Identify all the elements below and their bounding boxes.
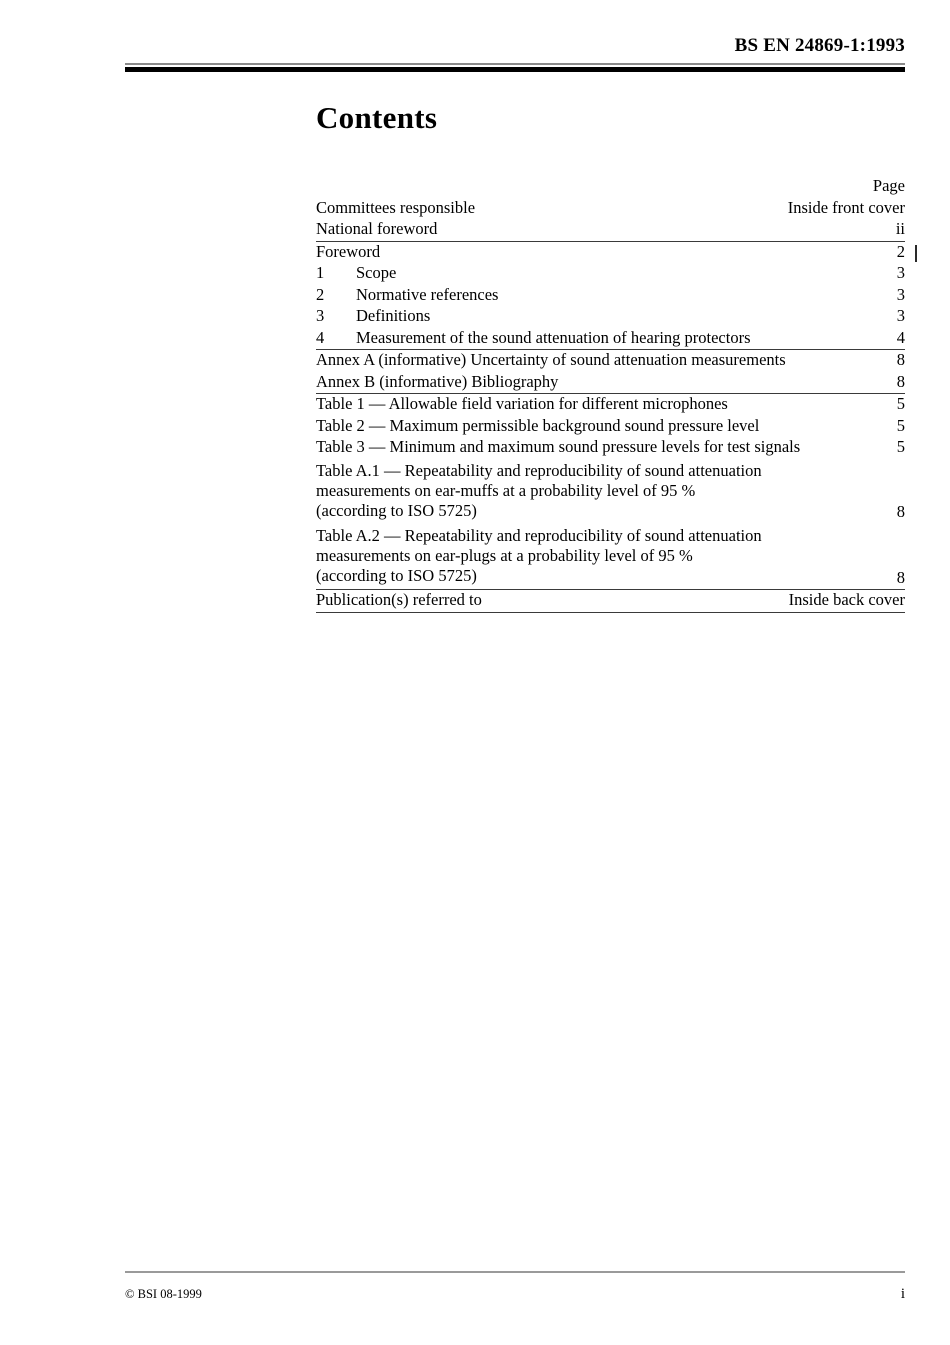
toc-entry-text: Table A.2 — Repeatability and reproducibility of sound attenuation measurements on ear-plugs at a probability level of 95 % (according to ISO 5725) xyxy=(316,525,762,586)
toc-entry-text: Scope xyxy=(356,263,397,282)
page-footer xyxy=(125,1286,905,1303)
toc-entry-label xyxy=(316,308,897,325)
toc-entry-page: Inside front cover xyxy=(787,197,905,217)
toc-body xyxy=(316,198,905,613)
toc-entry-page: 8 xyxy=(896,567,905,587)
toc-entry-text: Table 1 — Allowable field variation for different microphones xyxy=(316,394,728,413)
toc-entry-page: 3 xyxy=(896,263,905,282)
toc-entry[interactable] xyxy=(316,437,905,459)
toc-entry[interactable] xyxy=(316,219,905,241)
toc-entry[interactable] xyxy=(316,328,905,350)
toc-entry-page: Inside back cover xyxy=(788,590,905,610)
table-of-contents xyxy=(316,178,905,613)
change-bar xyxy=(915,245,917,262)
toc-entry[interactable] xyxy=(316,459,905,524)
toc-entry-number: 3 xyxy=(316,306,325,325)
toc-entry[interactable] xyxy=(316,372,905,394)
toc-entry[interactable] xyxy=(316,416,905,438)
toc-entry-number: 2 xyxy=(316,284,325,304)
toc-entry-page: 8 xyxy=(896,371,905,391)
toc-entry-page: 3 xyxy=(896,306,905,325)
toc-entry-text: Publication(s) referred to xyxy=(316,590,482,610)
toc-entry-page: ii xyxy=(895,219,905,238)
toc-entry-page: 4 xyxy=(896,327,905,347)
toc-entry-number: 1 xyxy=(316,263,325,282)
toc-entry-text: Table 3 — Minimum and maximum sound pressure levels for test signals xyxy=(316,437,801,456)
toc-entry-label xyxy=(316,461,897,521)
toc-entry-page: 8 xyxy=(896,502,905,522)
toc-entry-label xyxy=(316,197,788,217)
toc-entry-label xyxy=(316,526,897,586)
toc-entry-label xyxy=(316,265,897,282)
copyright-notice: © BSI 08-1999 xyxy=(125,1287,202,1301)
toc-entry[interactable] xyxy=(316,350,905,372)
toc-rule xyxy=(316,612,905,613)
toc-entry-label xyxy=(316,396,897,413)
header-rule-thick xyxy=(125,67,905,72)
toc-entry-page: 5 xyxy=(896,437,905,456)
toc-entry-page: 5 xyxy=(896,394,905,413)
toc-entry-label xyxy=(316,439,897,456)
toc-entry-label xyxy=(316,221,896,238)
header-rule-thin xyxy=(125,63,905,65)
footer-rule xyxy=(125,1271,905,1273)
toc-entry[interactable] xyxy=(316,285,905,307)
toc-entry[interactable] xyxy=(316,394,905,416)
toc-entry-label xyxy=(316,284,897,304)
toc-entry-text: Foreword xyxy=(316,241,381,261)
standard-reference: BS EN 24869-1:1993 xyxy=(734,35,905,56)
toc-entry[interactable] xyxy=(316,198,905,220)
toc-entry-text: Measurement of the sound attenuation of hearing protectors xyxy=(356,327,751,347)
toc-entry-page: 8 xyxy=(896,350,905,369)
toc-entry-label xyxy=(316,241,897,261)
page-column-header: Page xyxy=(872,176,905,195)
toc-entry-label xyxy=(316,352,897,369)
toc-entry-text: Annex B (informative) Bibliography xyxy=(316,371,559,391)
toc-entry-page: 2 xyxy=(896,241,905,261)
toc-entry-text: Table A.1 — Repeatability and reproducibility of sound attenuation measurements on ear-muffs at a probability level of 95 % (according to ISO 5725) xyxy=(316,460,762,520)
page-header xyxy=(125,36,905,57)
toc-entry-text: Annex A (informative) Uncertainty of sound attenuation measurements xyxy=(316,350,786,369)
toc-entry-label xyxy=(316,327,897,347)
toc-entry-label xyxy=(316,371,897,391)
page-number: i xyxy=(900,1286,905,1302)
toc-entry[interactable] xyxy=(316,263,905,285)
toc-entry[interactable] xyxy=(316,306,905,328)
toc-entry-label xyxy=(316,592,789,609)
toc-entry-text: Committees responsible xyxy=(316,197,476,217)
toc-entry[interactable] xyxy=(316,524,905,589)
toc-entry[interactable] xyxy=(316,590,905,612)
toc-entry[interactable] xyxy=(316,242,905,264)
toc-entry-page: 5 xyxy=(896,415,905,435)
toc-entry-page: 3 xyxy=(896,284,905,304)
toc-entry-text: National foreword xyxy=(316,219,438,238)
page-title: Contents xyxy=(316,100,438,135)
toc-entry-text: Normative references xyxy=(356,284,499,304)
toc-entry-label xyxy=(316,415,897,435)
toc-entry-text: Definitions xyxy=(356,306,431,325)
toc-entry-number: 4 xyxy=(316,327,325,347)
toc-entry-text: Table 2 — Maximum permissible background sound pressure level xyxy=(316,415,760,435)
